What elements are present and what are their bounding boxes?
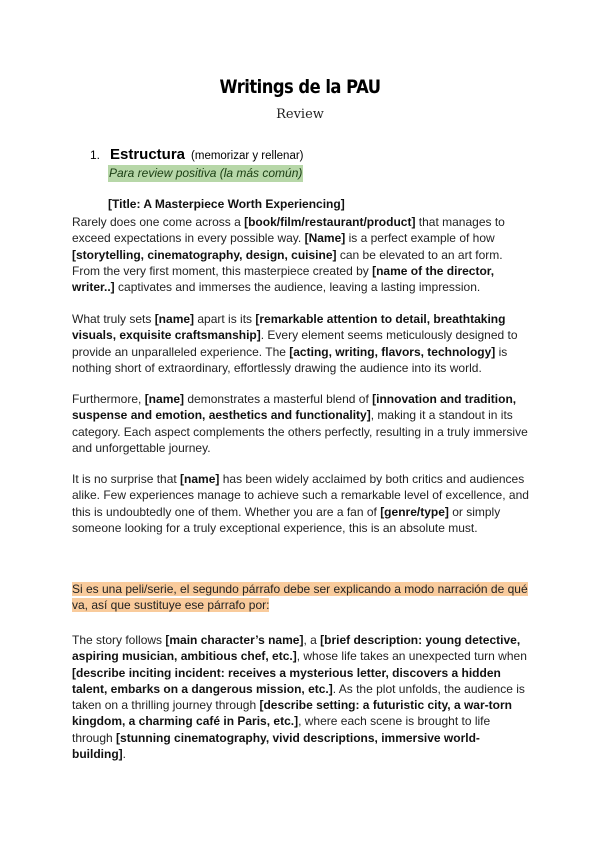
text-run: The story follows [72, 633, 166, 647]
text-run: Furthermore, [72, 392, 145, 406]
text-run: Rarely does one come across a [72, 215, 245, 229]
text-run: , a [303, 633, 321, 647]
placeholder-text: [name] [154, 312, 195, 326]
placeholder-text: [book/film/restaurant/product] [244, 215, 416, 229]
text-run: It is no surprise that [72, 472, 181, 486]
placeholder-text: [innovation and tradition, suspense and emotion, aesthetics and functionality] [72, 392, 517, 423]
text-run: demonstrates a masterful blend of [184, 392, 373, 406]
green-highlight: Para review positiva (la más común) [109, 166, 303, 180]
orange-highlight-text: Si es una peli/serie, el segundo párrafo debe ser explicando a modo narración de qué va, así que sustituye ese párrafo por: [72, 582, 528, 613]
section-heading [90, 146, 304, 164]
text-run: . Every element seems meticulously designed to provide an unparalleled experience. The [72, 328, 518, 359]
text-run: . As the plot unfolds, the audience is taken on a thrilling journey through [72, 681, 525, 713]
placeholder-text: [Name] [304, 231, 346, 246]
section-number: 1. [90, 148, 101, 162]
section-note: (memorizar y rellenar) [191, 150, 304, 162]
text-run: apart is its [194, 312, 256, 326]
text-run: , making it a standout in its category. Each aspect complements the others perfectly, resulting in a truly immersive and unforgettable journey. [72, 408, 528, 455]
paragraph-intro [72, 214, 532, 295]
document-subtitle: Review [276, 107, 324, 122]
placeholder-text: [genre/type] [380, 504, 449, 519]
text-run: , whose life takes an unexpected turn when [296, 649, 527, 664]
text-run: is nothing short of extraordinary, effortlessly drawing the audience into its world. [72, 344, 508, 375]
placeholder-text: [storytelling, cinematography, design, cuisine] [72, 247, 337, 262]
placeholder-text: [name of the director, writer..] [72, 263, 495, 295]
document-title: Writings de la PAU [219, 76, 381, 98]
text-run: captivates and immerses the audience, leaving a lasting impression. [114, 280, 481, 295]
paragraph-details [72, 311, 532, 376]
placeholder-text: [describe setting: a futuristic city, a war-torn kingdom, a charming café in Paris, etc.] [72, 698, 512, 729]
placeholder-text: [stunning cinematography, vivid descriptions, immersive world-building] [72, 730, 480, 762]
placeholder-text: [remarkable attention to detail, breathtaking visuals, exquisite craftsmanship] [72, 312, 506, 343]
review-title: [Title: A Masterpiece Worth Experiencing] [108, 197, 345, 211]
text-run: . [122, 747, 126, 762]
text-run: can be elevated to an art form. From the very first moment, this masterpiece created by [72, 247, 503, 278]
placeholder-text: [acting, writing, flavors, technology] [289, 344, 496, 359]
paragraph-blend [72, 391, 532, 456]
text-run: that manages to exceed expectations in every possible way. [72, 215, 505, 246]
placeholder-text: [brief description: young detective, aspiring musician, ambitious chef, etc.] [72, 633, 521, 664]
placeholder-text: [name] [180, 472, 220, 486]
text-run: , where each scene is brought to life through [72, 714, 491, 745]
orange-highlight [72, 581, 532, 614]
paragraph-conclusion [72, 471, 532, 536]
text-run: is a perfect example of how [345, 231, 495, 246]
placeholder-text: [name] [144, 392, 185, 406]
text-run: or simply someone looking for a truly exceptional experience, this is an absolute must. [72, 504, 501, 535]
section-title: Estructura [110, 146, 186, 163]
text-run: What truly sets [72, 312, 155, 326]
placeholder-text: [describe inciting incident: receives a mysterious letter, discovers a hidden talent, embarks on a dangerous mission, etc.] [72, 665, 501, 696]
text-run: has been widely acclaimed by both critics and audiences alike. Few experiences manage to achieve such a remarkable level of excellence, and this is undoubtedly one of them. Whether you are a fan of [72, 472, 529, 519]
paragraph-story [72, 632, 532, 762]
placeholder-text: [main character’s name] [165, 633, 304, 647]
